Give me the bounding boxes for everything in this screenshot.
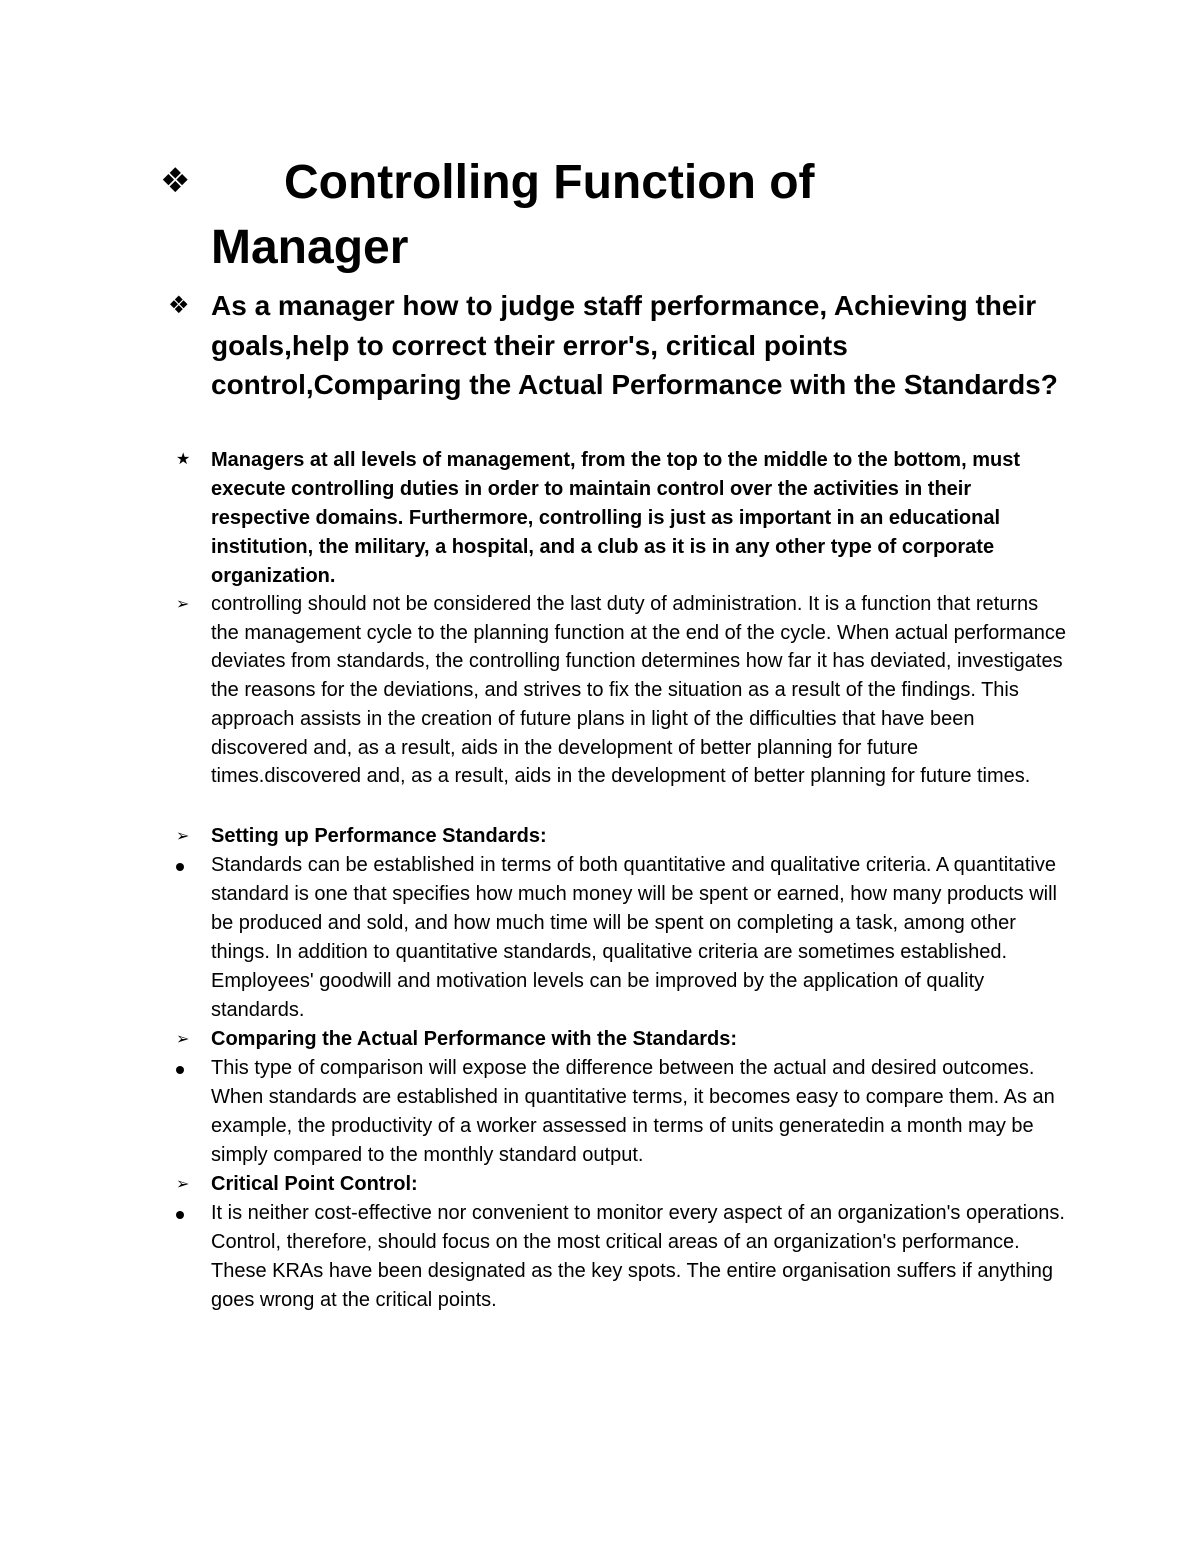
- bullet-paragraph: It is neither cost-effective nor convenient to monitor every aspect of an organization's operations. Control, therefore, should focus on the most critical areas of an organization's performance. These KRAs have been designated as the key spots. The entire organisation suffers if anything goes wrong at the critical points.: [211, 1202, 1065, 1311]
- arrow-bullet-icon: ➢: [176, 596, 190, 613]
- page-title: Controlling Function of Manager: [211, 156, 815, 274]
- arrow-bullet-icon: ➢: [176, 1176, 190, 1193]
- bullet-paragraph: This type of comparison will expose the difference between the actual and desired outcomes. When standards are established in quantitative terms, it becomes easy to compare them. As an example, the productivity of a worker assessed in terms of units generatedin a month may be simply compared to the monthly standard output.: [211, 1057, 1055, 1166]
- arrow-bullet-icon: ➢: [176, 828, 190, 845]
- round-bullet-icon: [176, 863, 184, 871]
- star-paragraph: Managers at all levels of management, from the top to the middle to the bottom, must execute controlling duties in order to maintain control over the activities in their respective domains. Furthermore, controlling is just as important in an educational institution, the military, a hospital, and a club as it is in any other type of corporate organization.: [211, 449, 1020, 587]
- arrow-bullet-icon: ➢: [176, 1031, 190, 1048]
- arrow-paragraph: controlling should not be considered the last duty of administration. It is a function that returns the management cycle to the planning function at the end of the cycle. When actual performance deviates from standards, the controlling function determines how far it has deviated, investigates the reasons for the deviations, and strives to fix the situation as a result of the findings. This approach assists in the creation of future plans in light of the difficulties that have been discovered and, as a result, aids in the development of better planning for future times.discovered and, as a result, aids in the development of better planning for future times.: [211, 593, 1066, 788]
- diamond-bullet-icon: ❖: [160, 162, 191, 200]
- bullet-paragraph: Standards can be established in terms of both quantitative and qualitative criteria. A quantitative standard is one that specifies how much money will be spent or earned, how many products will be produced and sold, and how much time will be spent on completing a task, among other things. In addition to quantitative standards, qualitative criteria are sometimes established. Employees' goodwill and motivation levels can be improved by the application of quality standards.: [211, 854, 1057, 1021]
- round-bullet-icon: [176, 1211, 184, 1219]
- diamond-bullet-icon: ❖: [168, 292, 190, 319]
- question-heading: As a manager how to judge staff performance, Achieving their goals,help to correct their error's, critical points control,Comparing the Actual Performance with the Standards?: [211, 290, 1058, 400]
- section-heading: Setting up Performance Standards:: [211, 825, 547, 847]
- section-heading: Critical Point Control:: [211, 1173, 418, 1195]
- star-bullet-icon: ★: [176, 451, 191, 468]
- round-bullet-icon: [176, 1066, 184, 1074]
- section-heading: Comparing the Actual Performance with the Standards:: [211, 1028, 738, 1050]
